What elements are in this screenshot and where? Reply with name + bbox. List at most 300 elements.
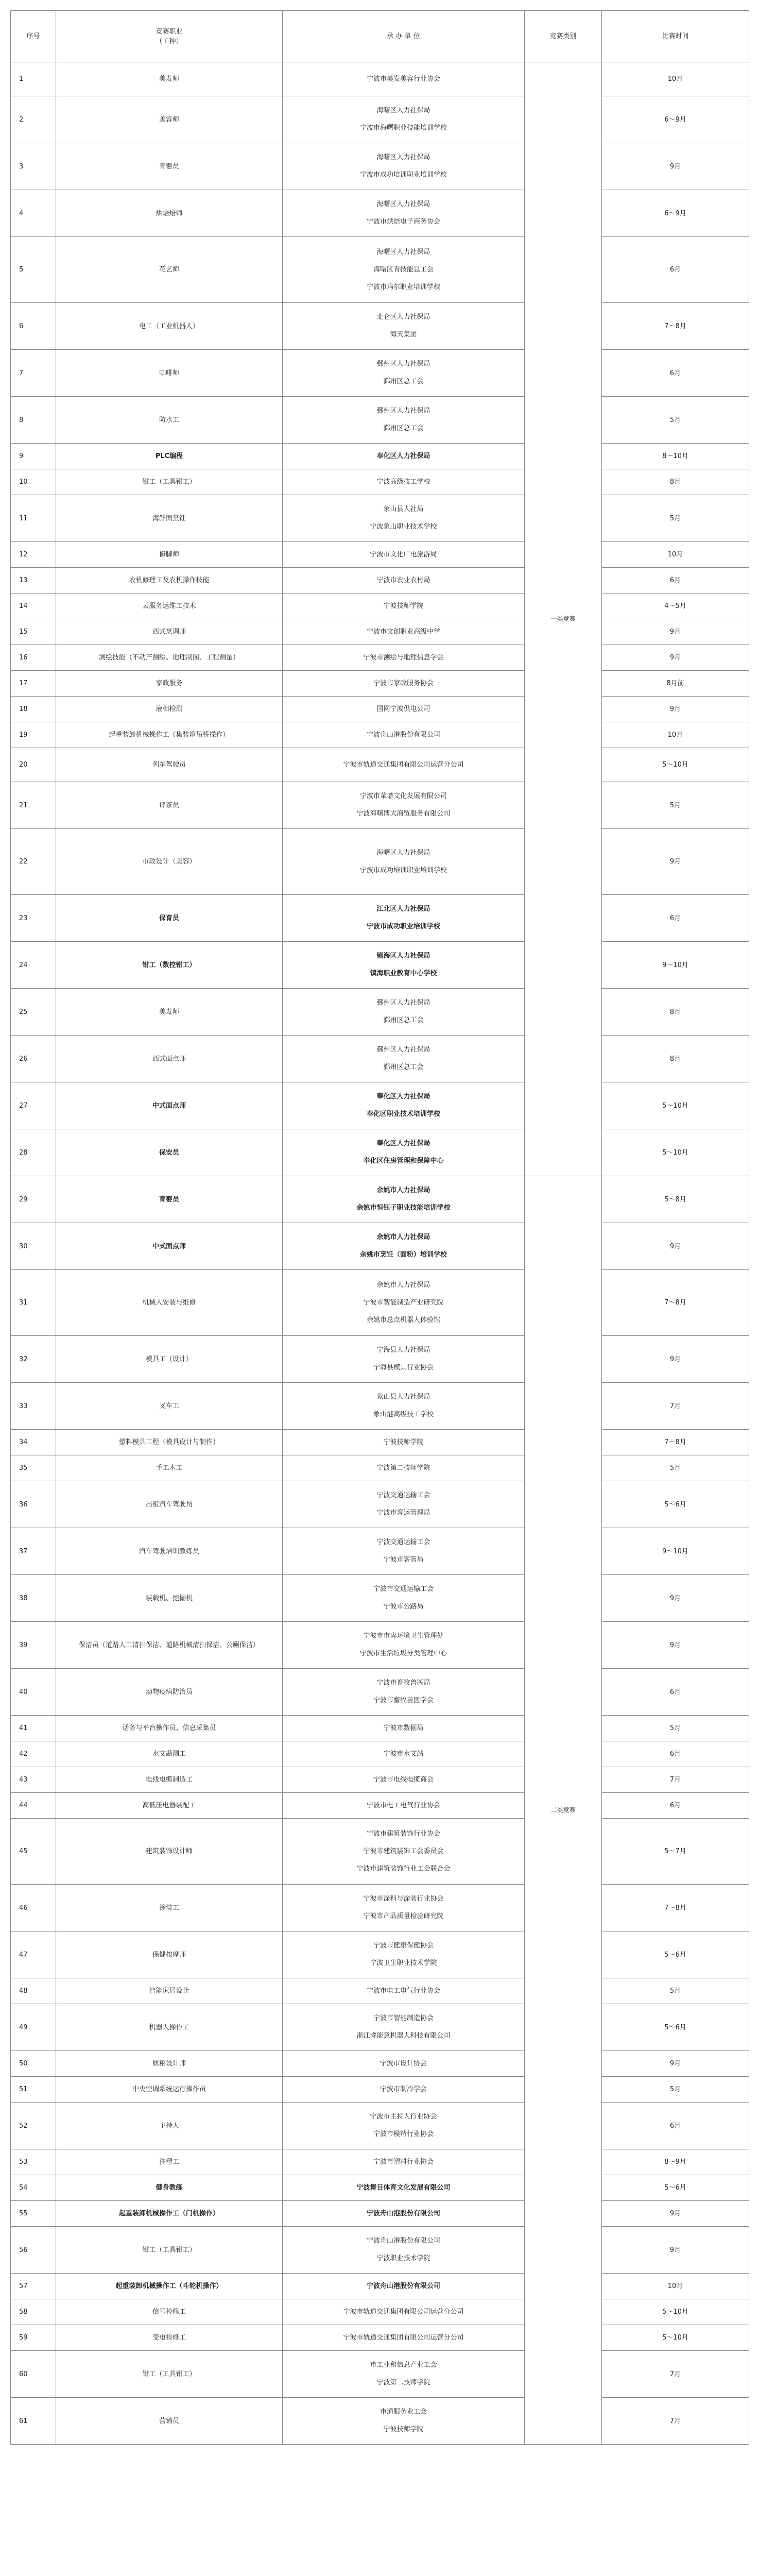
host-unit: 宁波市轨道交通集团有限公司运营分公司: [343, 760, 464, 769]
job-name: 液相检测: [156, 705, 183, 713]
host-unit: 宁海县人力社保局: [376, 1346, 430, 1354]
table-row: [11, 1622, 749, 1669]
table-row: [11, 444, 749, 469]
competition-month: 9月: [602, 2051, 749, 2077]
host-unit: 奉化区人力社保局: [376, 1093, 430, 1100]
job-cell: [56, 1430, 283, 1455]
table-row: [11, 190, 749, 237]
host-unit: 宁波市交通运输工会: [373, 1585, 434, 1593]
competition-month: 9月: [602, 619, 749, 645]
row-number: 61: [11, 2398, 56, 2445]
host-unit: 宁波市轨道交通集团有限公司运营分公司: [343, 2333, 464, 2342]
competition-month: 5月: [602, 397, 749, 444]
table-row: [11, 96, 749, 143]
unit-cell: [283, 2103, 525, 2149]
host-unit: 宁波舞目体育文化发展有限公司: [356, 2183, 451, 2192]
competition-month: 9月: [602, 697, 749, 722]
host-unit: 宁波市生活垃圾分类管理中心: [359, 1650, 447, 1657]
unit-cell: [283, 1767, 525, 1793]
competition-month: 8月: [602, 1036, 749, 1082]
unit-cell: [283, 1741, 525, 1767]
unit-cell: [283, 143, 525, 190]
table-row: [11, 2274, 749, 2299]
table-row: [11, 2175, 749, 2201]
job-cell: [56, 671, 283, 697]
job-cell: [56, 1978, 283, 2004]
unit-cell: [283, 190, 525, 237]
unit-cell: [283, 722, 525, 748]
job-cell: [56, 1336, 283, 1383]
job-name: 营销员: [159, 2417, 179, 2425]
competition-month: 6月: [602, 350, 749, 397]
table-row: [11, 2227, 749, 2274]
host-unit: 宁波市菜谱文化发展有限公司: [359, 792, 447, 800]
host-unit: 宁波市客管局: [383, 1556, 424, 1564]
unit-cell: [283, 748, 525, 782]
job-cell: [56, 1455, 283, 1481]
job-name: 保育员: [159, 914, 179, 922]
host-unit: 鄞州区人力社保局: [376, 407, 430, 415]
competition-month: 9月: [602, 1223, 749, 1270]
unit-cell: [283, 829, 525, 895]
header-job: [56, 11, 283, 62]
table-body: [11, 62, 749, 2445]
row-number: 42: [11, 1741, 56, 1767]
competition-table: [10, 10, 749, 2445]
job-cell: [56, 1741, 283, 1767]
row-number: 58: [11, 2299, 56, 2325]
unit-cell: [283, 350, 525, 397]
row-number: 49: [11, 2004, 56, 2051]
host-unit: 象山县人力社保局: [376, 1393, 430, 1401]
competition-month: 6～9月: [602, 190, 749, 237]
row-number: 34: [11, 1430, 56, 1455]
host-unit: 宁波交通运输工会: [376, 1492, 430, 1499]
job-name: 钳工（工具钳工）: [142, 2246, 196, 2254]
header-no: 序号: [11, 11, 56, 62]
job-name: 电工（工业机器人）: [139, 322, 199, 330]
unit-cell: [283, 1223, 525, 1270]
table-row: [11, 1793, 749, 1819]
competition-month: 5～10月: [602, 1082, 749, 1129]
competition-month: 10月: [602, 62, 749, 96]
competition-month: 5月: [602, 2077, 749, 2103]
unit-cell: [283, 2051, 525, 2077]
row-number: 31: [11, 1270, 56, 1336]
row-number: 36: [11, 1481, 56, 1528]
job-name: 健身教练: [156, 2184, 183, 2192]
table-row: [11, 1336, 749, 1383]
row-number: 20: [11, 748, 56, 782]
unit-cell: [283, 1819, 525, 1885]
job-name: 钳工（工具钳工）: [142, 2370, 196, 2378]
job-name: 手工木工: [156, 1464, 183, 1472]
host-unit: 奉化区职业技术培训学校: [366, 1110, 440, 1118]
host-unit: 宁海县模具行业协会: [373, 1364, 434, 1371]
table-row: [11, 1978, 749, 2004]
job-name: 智能家居设计: [149, 1987, 189, 1995]
job-cell: [56, 594, 283, 619]
job-name: 防水工: [159, 416, 179, 424]
host-unit: 宁波市建筑装饰工会委员会: [363, 1847, 444, 1855]
host-unit: 市工业和信息产业工会: [370, 2361, 437, 2369]
table-row: [11, 671, 749, 697]
job-name: 西式面点师: [152, 1055, 186, 1063]
competition-month: 7～8月: [602, 1885, 749, 1931]
row-number: 55: [11, 2201, 56, 2227]
competition-month: 5～10月: [602, 2325, 749, 2351]
competition-month: 9月: [602, 829, 749, 895]
row-number: 41: [11, 1716, 56, 1741]
unit-cell: [283, 1082, 525, 1129]
unit-cell: [283, 2299, 525, 2325]
host-unit: 鄞州区总工会: [383, 1016, 424, 1024]
job-cell: [56, 2325, 283, 2351]
row-number: 56: [11, 2227, 56, 2274]
competition-month: 5～10月: [602, 2299, 749, 2325]
job-name: 家政服务: [156, 680, 183, 687]
job-cell: [56, 2077, 283, 2103]
job-cell: [56, 748, 283, 782]
job-cell: [56, 96, 283, 143]
host-unit: 余姚市人力社保局: [376, 1281, 430, 1289]
job-cell: [56, 942, 283, 989]
job-name: 装载机、挖掘机: [145, 1594, 193, 1602]
competition-month: 6月: [602, 895, 749, 942]
row-number: 53: [11, 2149, 56, 2175]
unit-cell: [283, 2077, 525, 2103]
table-row: [11, 568, 749, 594]
row-number: 43: [11, 1767, 56, 1793]
job-name: 育婴员: [159, 162, 179, 171]
job-cell: [56, 895, 283, 942]
row-number: 11: [11, 495, 56, 542]
competition-month: 8～9月: [602, 2149, 749, 2175]
competition-month: 5月: [602, 1455, 749, 1481]
table-row: [11, 1575, 749, 1622]
competition-month: 7月: [602, 1767, 749, 1793]
unit-cell: [283, 2398, 525, 2445]
job-name: 高低压电器装配工: [142, 1802, 196, 1809]
host-unit: 宁波市数据局: [383, 1724, 424, 1732]
table-row: [11, 989, 749, 1036]
unit-cell: [283, 2149, 525, 2175]
table-row: [11, 895, 749, 942]
row-number: 21: [11, 782, 56, 829]
row-number: 5: [11, 237, 56, 303]
table-row: [11, 542, 749, 568]
host-unit: 海曙区人力社保局: [376, 107, 430, 114]
job-name: 水文勘测工: [152, 1750, 186, 1758]
competition-month: 8月: [602, 469, 749, 495]
unit-cell: [283, 671, 525, 697]
job-name: 育婴员: [159, 1195, 179, 1204]
competition-month: 5月: [602, 782, 749, 829]
unit-cell: [283, 1430, 525, 1455]
header-level: 竞赛类别: [525, 11, 602, 62]
unit-cell: [283, 1978, 525, 2004]
job-name: 云服务运维工技术: [142, 602, 196, 610]
host-unit: 宁波市成功培训职业培训学校: [359, 866, 447, 874]
host-unit: 宁波市电工电气行业协会: [366, 1801, 440, 1809]
table-row: [11, 1176, 749, 1223]
host-unit: 鄞州区总工会: [383, 1063, 424, 1071]
host-unit: 宁波市主持人行业协会: [370, 2113, 437, 2121]
host-unit: 余姚市烹饪（面粉）培训学校: [359, 1251, 447, 1259]
competition-month: 6月: [602, 1669, 749, 1716]
host-unit: 宁波市塑料行业协会: [373, 2158, 434, 2166]
job-cell: [56, 1082, 283, 1129]
job-name: 叉车工: [159, 1402, 179, 1410]
host-unit: 宁波市客运管理局: [376, 1509, 430, 1517]
row-number: 50: [11, 2051, 56, 2077]
host-unit: 鄞州区人力社保局: [376, 360, 430, 368]
table-row: [11, 619, 749, 645]
job-name: 评茶员: [159, 801, 179, 809]
competition-month: 5～10月: [602, 1129, 749, 1176]
unit-cell: [283, 989, 525, 1036]
job-cell: [56, 1931, 283, 1978]
competition-month: 6～9月: [602, 96, 749, 143]
table-row: [11, 62, 749, 96]
row-number: 22: [11, 829, 56, 895]
table-header: [11, 11, 749, 62]
table-row: [11, 1819, 749, 1885]
row-number: 46: [11, 1885, 56, 1931]
job-cell: [56, 1129, 283, 1176]
job-cell: [56, 1622, 283, 1669]
host-unit: 宁波市畜牧兽医局: [376, 1679, 430, 1687]
row-number: 52: [11, 2103, 56, 2149]
job-cell: [56, 1767, 283, 1793]
table-row: [11, 748, 749, 782]
row-number: 54: [11, 2175, 56, 2201]
unit-cell: [283, 2325, 525, 2351]
unit-cell: [283, 697, 525, 722]
host-unit: 宁波市文化广电旅游局: [370, 550, 437, 558]
table-row: [11, 1383, 749, 1430]
job-cell: [56, 1036, 283, 1082]
table-row: [11, 143, 749, 190]
job-name: PLC编程: [155, 452, 183, 460]
job-cell: [56, 2274, 283, 2299]
table-row: [11, 350, 749, 397]
job-name: 中式面点师: [152, 1101, 186, 1110]
unit-cell: [283, 397, 525, 444]
job-name: 修脚师: [159, 551, 179, 558]
unit-cell: [283, 62, 525, 96]
job-name: 美容师: [159, 115, 179, 124]
job-cell: [56, 237, 283, 303]
job-name: 列车驾驶员: [152, 761, 186, 769]
unit-cell: [283, 1669, 525, 1716]
row-number: 10: [11, 469, 56, 495]
unit-cell: [283, 1036, 525, 1082]
job-cell: [56, 1223, 283, 1270]
host-unit: 余姚市恒钰子职业技能培训学校: [356, 1204, 451, 1212]
unit-cell: [283, 1383, 525, 1430]
job-cell: [56, 444, 283, 469]
table-row: [11, 303, 749, 350]
host-unit: 象山港高级技工学校: [373, 1411, 434, 1418]
row-number: 29: [11, 1176, 56, 1223]
host-unit: 宁波市模特行业协会: [373, 2130, 434, 2138]
job-name: 起重装卸机械操作工（斗轮机操作）: [115, 2282, 223, 2290]
host-unit: 宁波市智能制造产业研究院: [363, 1298, 444, 1307]
unit-cell: [283, 96, 525, 143]
host-unit: 宁波市设计协会: [380, 2059, 427, 2067]
table-row: [11, 1767, 749, 1793]
job-name: 起重装卸机械操作工（集装箱吊桥操作）: [109, 731, 230, 739]
table-row: [11, 1455, 749, 1481]
competition-month: 6月: [602, 1741, 749, 1767]
row-number: 47: [11, 1931, 56, 1978]
unit-cell: [283, 895, 525, 942]
unit-cell: [283, 942, 525, 989]
table-row: [11, 722, 749, 748]
job-cell: [56, 1575, 283, 1622]
competition-month: 5～6月: [602, 2004, 749, 2051]
host-unit: 宁波第二技师学院: [376, 2379, 430, 2386]
job-name: 主持人: [159, 2122, 179, 2130]
host-unit: 宁波市水文站: [383, 1750, 424, 1758]
job-name: 模具工（设计）: [145, 1355, 193, 1363]
table-row: [11, 1430, 749, 1455]
host-unit: 宁波市公路局: [383, 1603, 424, 1611]
competition-month: 6月: [602, 1793, 749, 1819]
job-name: 质粮设计师: [152, 2060, 186, 2067]
job-cell: [56, 469, 283, 495]
host-unit: 鄞州区总工会: [383, 425, 424, 432]
host-unit: 宁波市海曙职业技能培训学校: [359, 124, 447, 132]
job-cell: [56, 2149, 283, 2175]
row-number: 23: [11, 895, 56, 942]
unit-cell: [283, 1793, 525, 1819]
job-name: 保安员: [159, 1148, 179, 1157]
row-number: 38: [11, 1575, 56, 1622]
job-name: 美发师: [159, 1008, 179, 1016]
host-unit: 宁波市烘焙电子商务协会: [366, 218, 440, 226]
table-row: [11, 1716, 749, 1741]
host-unit: 宁波市美发美容行业协会: [366, 75, 440, 83]
job-name: 保健按摩师: [152, 1951, 186, 1959]
unit-cell: [283, 2351, 525, 2398]
table-row: [11, 2004, 749, 2051]
unit-cell: [283, 2274, 525, 2299]
row-number: 37: [11, 1528, 56, 1575]
competition-month: 10月: [602, 722, 749, 748]
competition-month: 6月: [602, 568, 749, 594]
table-row: [11, 495, 749, 542]
job-name: 机械人安装与维修: [142, 1299, 196, 1307]
row-number: 60: [11, 2351, 56, 2398]
row-number: 30: [11, 1223, 56, 1270]
host-unit: 江北区人力社保局: [376, 905, 430, 913]
job-cell: [56, 2103, 283, 2149]
competition-month: 7～8月: [602, 303, 749, 350]
row-number: 3: [11, 143, 56, 190]
table-row: [11, 1741, 749, 1767]
competition-month: 8～10月: [602, 444, 749, 469]
competition-month: 9月: [602, 2227, 749, 2274]
host-unit: 宁波市畜牧兽医学会: [373, 1697, 434, 1704]
unit-cell: [283, 594, 525, 619]
row-number: 16: [11, 645, 56, 671]
competition-month: 5～10月: [602, 748, 749, 782]
row-number: 27: [11, 1082, 56, 1129]
job-name: 市政设计（美容）: [142, 858, 196, 866]
host-unit: 镇海职业教育中心学校: [370, 970, 437, 977]
competition-month: 9～10月: [602, 942, 749, 989]
host-unit: 余姚市总点机器人体验馆: [366, 1316, 440, 1324]
row-number: 13: [11, 568, 56, 594]
competition-month: 9～10月: [602, 1528, 749, 1575]
unit-cell: [283, 645, 525, 671]
competition-month: 5月: [602, 1978, 749, 2004]
host-unit: 海曙区人力社保局: [376, 154, 430, 161]
table-row: [11, 1129, 749, 1176]
table-row: [11, 782, 749, 829]
header-job-line2: （工种）: [156, 37, 183, 45]
host-unit: 宁波技师学院: [383, 1438, 424, 1446]
host-unit: 宁波市家政服务协会: [373, 679, 434, 687]
unit-cell: [283, 495, 525, 542]
host-unit: 镇海区人力社保局: [376, 952, 430, 960]
host-unit: 宁波市电工电气行业协会: [366, 1987, 440, 1995]
row-number: 18: [11, 697, 56, 722]
table-row: [11, 697, 749, 722]
header-job-line1: 竞赛职业: [156, 27, 183, 36]
host-unit: 宁波市制冷学会: [380, 2085, 427, 2093]
table-row: [11, 1036, 749, 1082]
row-number: 48: [11, 1978, 56, 2004]
unit-cell: [283, 1931, 525, 1978]
competition-month: 9月: [602, 1622, 749, 1669]
job-name: 汽车驾驶培训教练员: [139, 1547, 199, 1555]
table-row: [11, 1931, 749, 1978]
host-unit: 国网宁波供电公司: [376, 705, 430, 713]
header-month: 比赛时间: [602, 11, 749, 62]
row-number: 9: [11, 444, 56, 469]
job-name: 花艺师: [159, 266, 179, 274]
job-cell: [56, 1176, 283, 1223]
row-number: 51: [11, 2077, 56, 2103]
host-unit: 宁波市建筑装饰行业协会: [366, 1829, 440, 1838]
host-unit: 余姚市人力社保局: [376, 1233, 430, 1241]
unit-cell: [283, 1455, 525, 1481]
job-cell: [56, 645, 283, 671]
host-unit: 宁波市智能制造协会: [373, 2014, 434, 2022]
table-row: [11, 1669, 749, 1716]
competition-level: 一类竞赛: [525, 62, 602, 1176]
job-name: 塑料模具工程（模具设计与制作）: [118, 1438, 219, 1446]
host-unit: 宁波象山职业技术学校: [370, 523, 437, 531]
host-unit: 奉化区住房管理和保障中心: [363, 1157, 444, 1165]
job-cell: [56, 697, 283, 722]
competition-month: 7月: [602, 2351, 749, 2398]
unit-cell: [283, 1622, 525, 1669]
row-number: 35: [11, 1455, 56, 1481]
host-unit: 宁波舟山港股份有限公司: [366, 2282, 440, 2290]
host-unit: 宁波高级技工学校: [376, 478, 430, 486]
host-unit: 海天集团: [390, 331, 417, 338]
job-cell: [56, 350, 283, 397]
job-cell: [56, 1481, 283, 1528]
table-row: [11, 1223, 749, 1270]
row-number: 44: [11, 1793, 56, 1819]
competition-month: 5～7月: [602, 1819, 749, 1885]
job-name: 农机修理工及农机操作技能: [129, 577, 210, 584]
